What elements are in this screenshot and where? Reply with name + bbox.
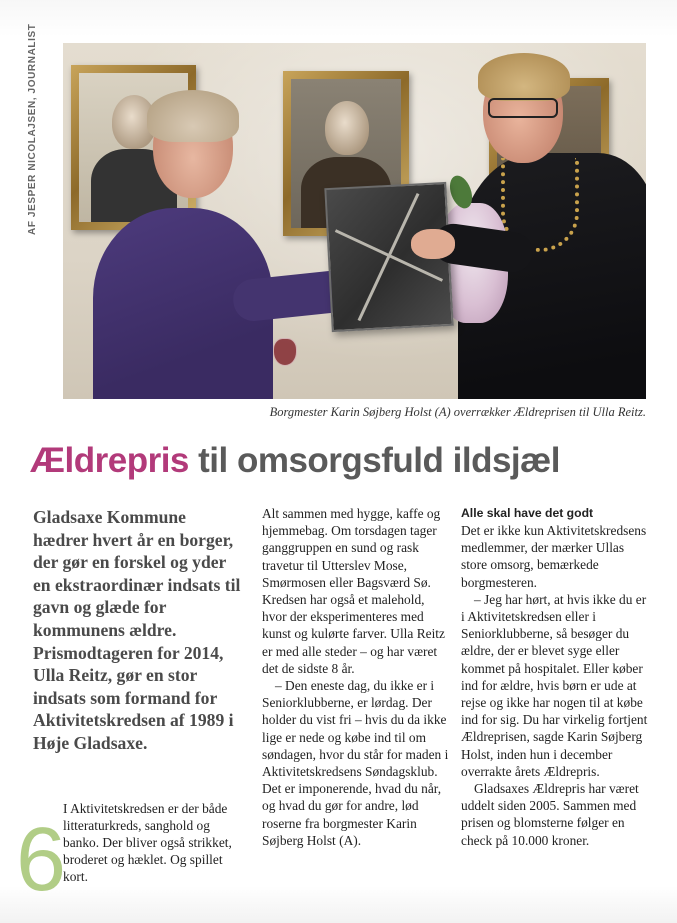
body-paragraph: Det er ikke kun Aktivitetskredsens medlemmer, der mærker Ullas store omsorg, bemærkede borgmesteren. [461,523,647,590]
byline: AF JESPER NICOLAJSEN, JOURNALIST [27,23,38,235]
body-paragraph: Gladsaxes Ældrepris har været uddelt siden 2005. Sammen med prisen og blomsterne følger en check på 10.000 kroner. [461,781,639,848]
person-right-hair [478,53,570,101]
subheading: Alle skal have det godt [461,506,594,520]
photo-caption: Borgmester Karin Søjberg Holst (A) overrækker Ældreprisen til Ulla Reitz. [269,405,646,419]
headline [30,441,650,481]
glasses [488,98,558,118]
body-paragraph: – Jeg har hørt, at hvis ikke du er i Aktivitetskredsen eller i Seniorklubberne, så besøger du ældre, der er blevet syge eller kommet på hospitalet. Eller køber ind for ældre, hvis børn er ude at rejse og ikke har nogen til at købe ind for sig. Du har virkelig fortjent Ældreprisen, sagde Karin Søjberg Holst, inden hun i december overrakte årets Ældrepris. [461,591,648,779]
body-paragraph: – Den eneste dag, du ikke er i Seniorklubberne, er lørdag. Der holder du vist fri – hvis du da ikke lige er nede og købe ind til om søndagen, hvor du står for maden i Aktivitetskredsens Søndagsklub. Det er imponerende, hvad du når, og hvad du gør for andre, lød roserne fra borgmester Karin Søjberg Holst (A). [262,678,449,848]
article-column-3 [461,505,651,849]
portrait-head [325,101,369,155]
article-photo [63,43,646,399]
article-column-2 [262,505,450,849]
page-number: 6 [16,810,67,910]
person-left-hair [147,90,239,142]
person-right-hand [411,229,455,259]
wineglass [273,338,297,366]
body-paragraph: Alt sammen med hygge, kaffe og hjemmebag. Om torsdagen tager ganggruppen en sund og rask travetur til Utterslev Mose, Smørmosen eller Bagsværd Sø. Kredsen har også et malehold, hvor der eksperimenteres med kunst og kulørte farver. Ulla Reitz er med alle steder – og har været det de sidste 8 år. [262,506,445,676]
lead-paragraph: Gladsaxe Kommune hædrer hvert år en borger, der gør en forskel og yder en ekstraordinær indsats til gavn og glæde for kommunens ældre. Prismodtageren for 2014, Ulla Reitz, gør en stor indsats som formand for Aktivitetskredsen af 1989 i Høje Gladsaxe. [33,507,241,753]
headline-accent: Ældrepris [30,441,189,480]
body-paragraph: I Aktivitetskredsen er der både litteraturkreds, sanghold og banko. Der bliver også strikket, broderet og hæklet. Og spillet kort. [63,800,232,885]
headline-rest: til omsorgsfuld ildsjæl [188,441,560,480]
